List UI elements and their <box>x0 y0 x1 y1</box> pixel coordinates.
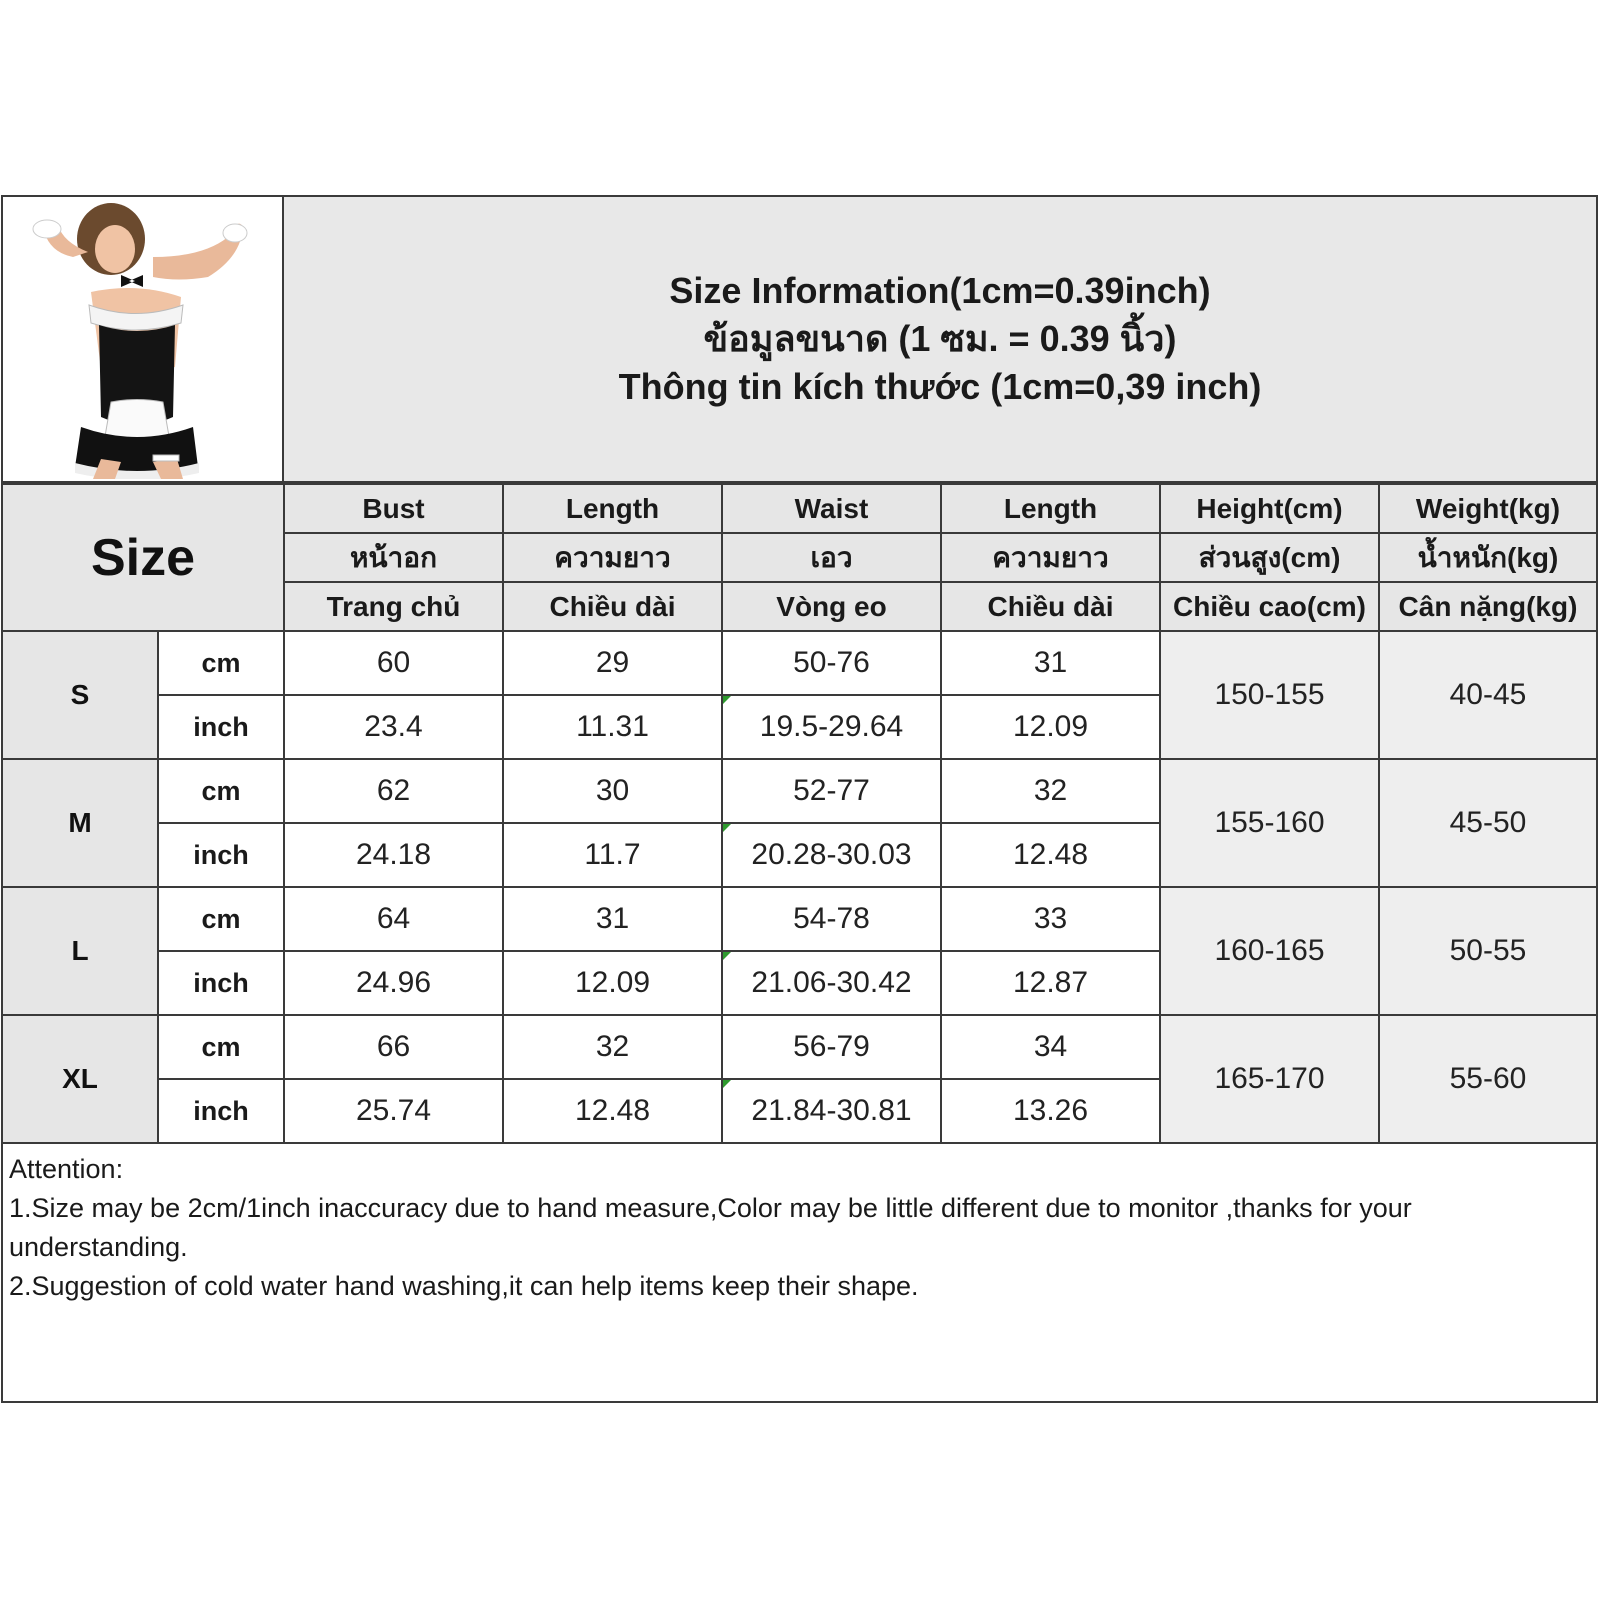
size-label: XL <box>3 1015 158 1143</box>
col-header-vi: Chiều cao(cm) <box>1160 582 1379 631</box>
size-chart <box>1 195 1598 1403</box>
col-header-en: Waist <box>722 484 941 533</box>
title-vietnamese: Thông tin kích thước (1cm=0,39 inch) <box>618 366 1262 407</box>
table-cell: 12.09 <box>503 951 722 1015</box>
unit-label: cm <box>158 631 284 695</box>
weight-range-cell: 55-60 <box>1379 1015 1596 1143</box>
table-row <box>3 631 1596 695</box>
table-cell: 30 <box>503 759 722 823</box>
maid-costume-model-image <box>3 197 280 479</box>
size-table <box>3 483 1596 1144</box>
table-cell: 33 <box>941 887 1160 951</box>
table-cell: 66 <box>284 1015 503 1079</box>
notes-heading: Attention: <box>9 1154 124 1184</box>
table-cell: 12.48 <box>503 1079 722 1143</box>
size-info-title <box>284 197 1596 483</box>
col-header-th: หน้าอก <box>284 533 503 582</box>
table-cell: 24.18 <box>284 823 503 887</box>
col-header-vi: Trang chủ <box>284 582 503 631</box>
table-cell: 32 <box>503 1015 722 1079</box>
table-row <box>3 1015 1596 1079</box>
title-english: Size Information(1cm=0.39inch) <box>669 270 1211 311</box>
table-row <box>3 759 1596 823</box>
unit-label: cm <box>158 759 284 823</box>
table-cell: 29 <box>503 631 722 695</box>
unit-label: inch <box>158 951 284 1015</box>
unit-label: inch <box>158 695 284 759</box>
size-column-header: Size <box>3 484 284 631</box>
col-header-en: Bust <box>284 484 503 533</box>
col-header-en: Length <box>503 484 722 533</box>
col-header-en: Length <box>941 484 1160 533</box>
weight-range-cell: 45-50 <box>1379 759 1596 887</box>
table-cell: 12.87 <box>941 951 1160 1015</box>
table-cell: 64 <box>284 887 503 951</box>
table-cell: 20.28-30.03 <box>722 823 941 887</box>
table-cell: 52-77 <box>722 759 941 823</box>
table-cell: 50-76 <box>722 631 941 695</box>
height-range-cell: 150-155 <box>1160 631 1379 759</box>
col-header-th: ความยาว <box>941 533 1160 582</box>
unit-label: inch <box>158 1079 284 1143</box>
product-photo <box>3 197 284 483</box>
table-cell: 11.7 <box>503 823 722 887</box>
table-cell: 23.4 <box>284 695 503 759</box>
col-header-vi: Chiều dài <box>941 582 1160 631</box>
height-range-cell: 160-165 <box>1160 887 1379 1015</box>
table-cell: 56-79 <box>722 1015 941 1079</box>
table-cell: 34 <box>941 1015 1160 1079</box>
size-label: L <box>3 887 158 1015</box>
table-cell: 54-78 <box>722 887 941 951</box>
unit-label: inch <box>158 823 284 887</box>
table-cell: 31 <box>941 631 1160 695</box>
col-header-th: เอว <box>722 533 941 582</box>
table-cell: 11.31 <box>503 695 722 759</box>
col-header-th: ความยาว <box>503 533 722 582</box>
table-cell: 19.5-29.64 <box>722 695 941 759</box>
note-item: 1.Size may be 2cm/1inch inaccuracy due to hand measure,Color may be little different due to monitor ,thanks for your understanding. <box>9 1193 1412 1262</box>
note-item: 2.Suggestion of cold water hand washing,it can help items keep their shape. <box>9 1271 919 1301</box>
unit-label: cm <box>158 1015 284 1079</box>
unit-label: cm <box>158 887 284 951</box>
table-cell: 32 <box>941 759 1160 823</box>
size-label: M <box>3 759 158 887</box>
table-cell: 21.06-30.42 <box>722 951 941 1015</box>
col-header-th: น้ำหนัก(kg) <box>1379 533 1596 582</box>
col-header-en: Weight(kg) <box>1379 484 1596 533</box>
table-cell: 21.84-30.81 <box>722 1079 941 1143</box>
title-thai: ข้อมูลขนาด (1 ซม. = 0.39 นิ้ว) <box>703 318 1177 359</box>
table-cell: 60 <box>284 631 503 695</box>
col-header-vi: Chiều dài <box>503 582 722 631</box>
header-row-english <box>3 484 1596 533</box>
table-cell: 12.48 <box>941 823 1160 887</box>
weight-range-cell: 50-55 <box>1379 887 1596 1015</box>
table-cell: 12.09 <box>941 695 1160 759</box>
height-range-cell: 155-160 <box>1160 759 1379 887</box>
table-cell: 24.96 <box>284 951 503 1015</box>
table-cell: 25.74 <box>284 1079 503 1143</box>
table-row <box>3 887 1596 951</box>
col-header-vi: Cân nặng(kg) <box>1379 582 1596 631</box>
table-cell: 13.26 <box>941 1079 1160 1143</box>
col-header-th: ส่วนสูง(cm) <box>1160 533 1379 582</box>
table-cell: 31 <box>503 887 722 951</box>
height-range-cell: 165-170 <box>1160 1015 1379 1143</box>
table-cell: 62 <box>284 759 503 823</box>
weight-range-cell: 40-45 <box>1379 631 1596 759</box>
size-label: S <box>3 631 158 759</box>
col-header-vi: Vòng eo <box>722 582 941 631</box>
attention-notes <box>3 1146 1596 1401</box>
col-header-en: Height(cm) <box>1160 484 1379 533</box>
